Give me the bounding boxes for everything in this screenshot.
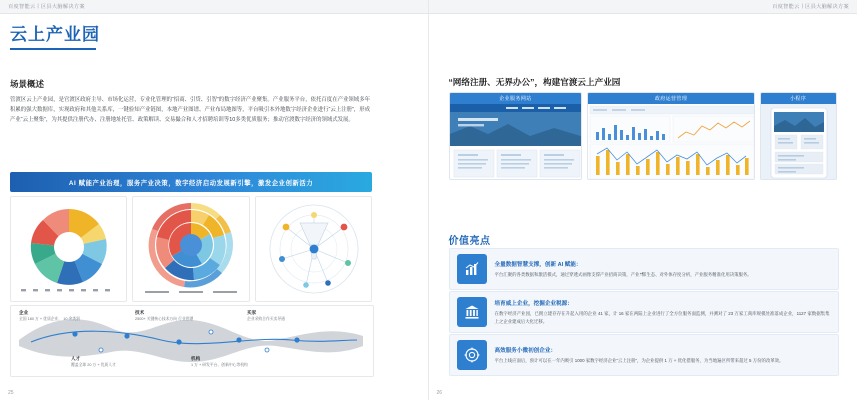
chart-card-network <box>255 196 372 302</box>
info-label-technology: 技术 <box>135 310 145 315</box>
info-label-buyer: 买家 <box>247 310 257 315</box>
chart-card-sunburst <box>132 196 249 302</box>
overview-body-text: 管渡区云上产业园，是官渡区政府主导、市场化运营，专业化管理的“招商、引贷、引智”的数字经济产业聚集。产业服务平台，依托百度在产业领域多年积累的强大数据库，实现政府和其他关系库，一键验知产业链图，本地产业图谱、产业布局地图等，平台吸引本外地数字经济企业进行“云上注册”，形成产业“云上聚集”，为其提供注册代办、注册地址托管、政策解读、交易撮合和人才招聘培训等10多类优质服务；推动官渡数字经济的领域式发展。 <box>10 97 370 123</box>
charts-row <box>10 196 372 302</box>
value-card-1 <box>449 248 839 290</box>
value-card-3-text <box>495 346 784 364</box>
info-label-talent: 人才 <box>71 356 81 361</box>
ai-banner <box>10 172 372 192</box>
section-heading-overview: 场景概述 <box>10 79 45 89</box>
ecosystem-infographic <box>10 305 374 377</box>
running-header-left <box>0 0 428 14</box>
value-card-3-heading: 高效服务小微初创企业： <box>494 347 557 354</box>
page-title: 云上产业园 <box>10 25 100 44</box>
running-header-right-text: 百度智能云丨区县大脑解决方案 <box>772 4 849 10</box>
info-desc-enterprise: 全国 180 万 + 优质企业， 10 余类别 <box>19 317 80 321</box>
page-number-right: 26 <box>436 390 443 396</box>
info-label-enterprise: 企业 <box>19 310 29 315</box>
dashboard-body-gov <box>588 104 753 179</box>
gear-circle-icon <box>457 340 487 370</box>
value-highlights-title: 价值亮点 <box>448 236 491 247</box>
gov-dashboard-mock-svg <box>588 104 754 180</box>
dashboard-body-miniprogram <box>761 104 836 179</box>
network-chart-svg <box>256 197 372 301</box>
value-card-3-body: 平台上线应面后，预计可以在一年内吸引 1000 家数字经济企业“云上注册”，为企业提供 1 万 + 优化措服务，为当地遍区所带来超过 5 万份的改革效。 <box>494 357 784 363</box>
info-desc-talent: 覆盖全球 20 万 + 优质人才 <box>71 363 116 367</box>
dashboard-title-miniprogram: 小程序 <box>761 93 836 104</box>
donut-chart-svg <box>11 197 127 301</box>
page-number-left: 25 <box>8 390 14 396</box>
value-card-1-text <box>495 260 752 278</box>
building-icon-svg <box>464 304 480 320</box>
value-card-3 <box>449 334 839 376</box>
dashboard-title-website: 企业服务网站 <box>450 93 582 104</box>
info-desc-institution: 1 万 + 研发平台、创新中心等机构 <box>191 363 248 367</box>
value-card-1-body: 平台汇聚的各类数据和激活模式，通过穿透式画像支撑产业招商决策，产业ో部生态、对外体存度分析，产业服务精准化用决策服务。 <box>494 271 752 277</box>
chart-growth-icon-svg <box>464 261 480 277</box>
website-mock-svg <box>450 104 583 180</box>
value-card-2-text <box>495 299 830 325</box>
dashboard-card-website <box>449 92 583 180</box>
page-title-block <box>10 26 100 50</box>
chart-card-donut <box>10 196 127 302</box>
dashboard-card-gov <box>587 92 754 180</box>
building-icon <box>457 297 487 327</box>
info-desc-buyer: 企业采购合作买卖导通 <box>247 317 285 321</box>
right-page <box>429 0 857 400</box>
ai-banner-text: AI 赋能产业治理，服务产业决策，数字经济启动发展新引擎，激发企业创新活力 <box>68 179 314 187</box>
info-label-institution: 机构 <box>191 356 201 361</box>
miniprogram-mock-svg <box>761 104 837 180</box>
gear-circle-icon-svg <box>464 347 480 363</box>
dashboard-title-gov: 政府运营管理 <box>588 93 753 104</box>
value-card-2-heading: 培育威上企业，挖掘企业税源： <box>494 301 573 308</box>
dashboard-body-website <box>450 104 582 179</box>
dashboard-card-miniprogram <box>760 92 837 180</box>
value-card-2 <box>449 291 839 333</box>
title-underline <box>10 48 96 50</box>
info-desc-technology: 2500+ 关键核心技术万向 行业图谱 <box>135 317 194 321</box>
dashboard-screens <box>449 92 837 180</box>
sunburst-chart-svg <box>133 197 249 301</box>
running-header-left-text: 百度智能云丨区县大脑解决方案 <box>8 4 85 10</box>
value-card-1-heading: 全量数据智慧支撑，创新 AI 赋能： <box>494 261 582 268</box>
right-heading: “网络注册、无界办公”，构建官渡云上产业园 <box>448 77 621 87</box>
running-header-right <box>429 0 857 14</box>
value-card-2-body: 在数字经济产业园，已拥立建存存在升起入用的企业 41 家，计 16 家在两陆上企业进行了全方位服务面监测，并测对了 23 万家工商库规模处准落成企业，1127 家数据集集上之企业建成后大化迁移。 <box>494 311 830 324</box>
chart-growth-icon <box>457 254 487 284</box>
